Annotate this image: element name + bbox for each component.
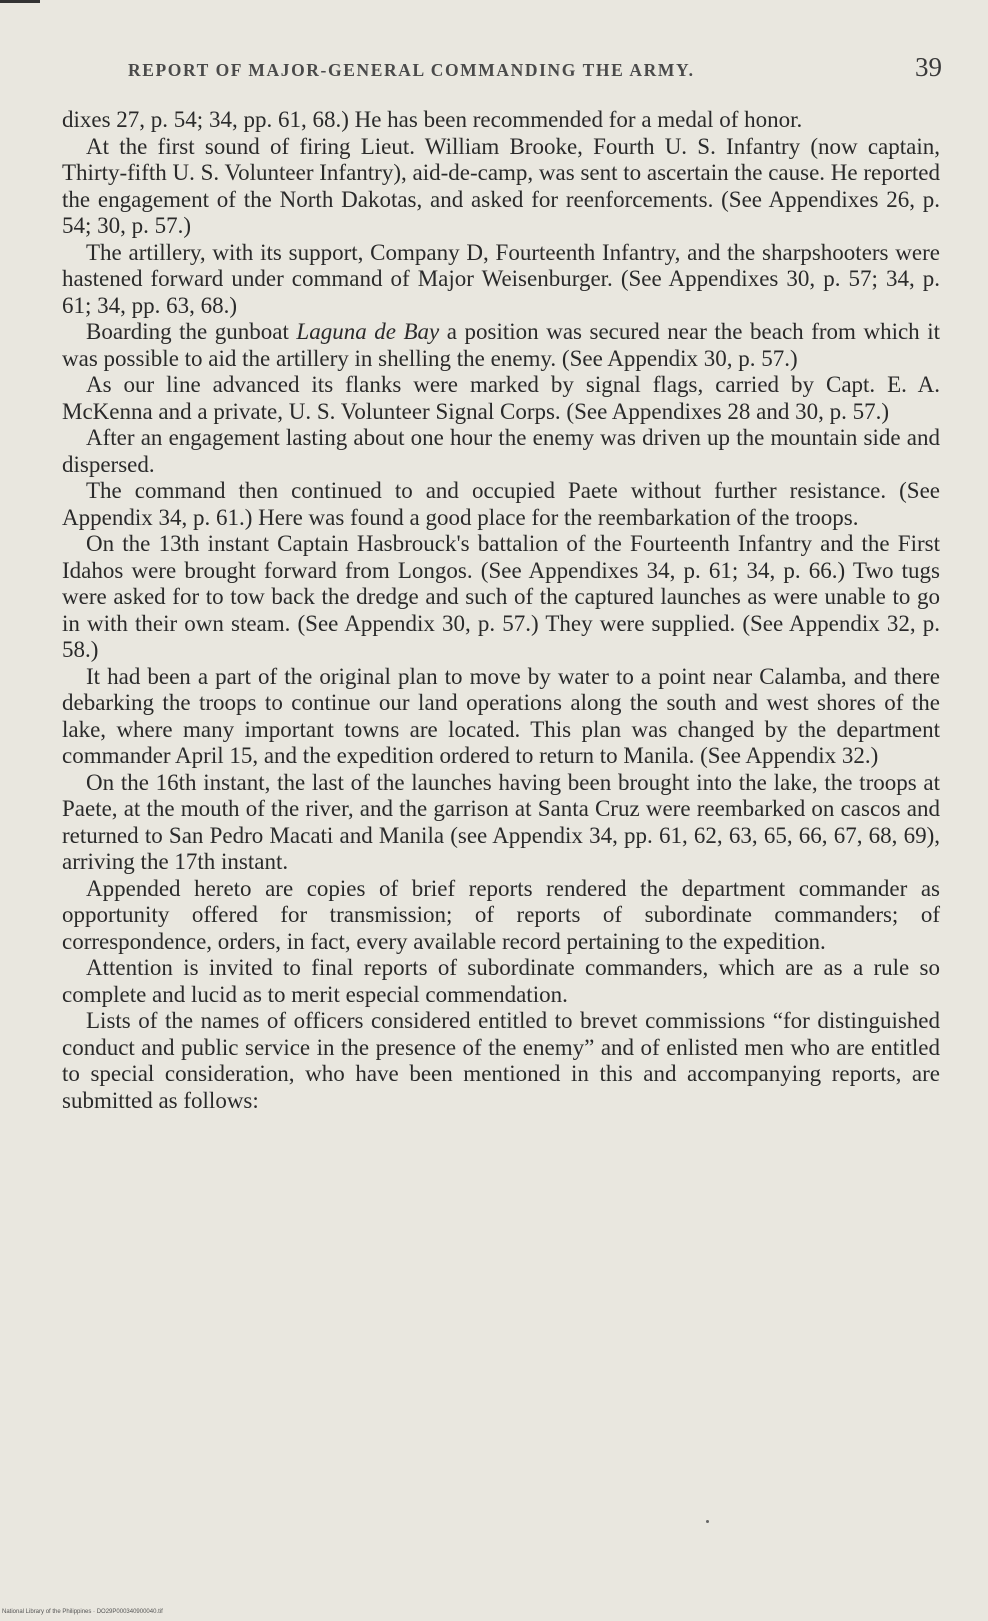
paragraph-9: It had been a part of the original plan to move by water to a point near Calamba, and there debarking the troops to continue our land operations along the south and west shores of the lake, where many important towns are located. This plan was changed by the department commander April 15, and the expedition ordered to return to Manila. (See Appendix 32.): [62, 663, 940, 768]
paragraph-8: On the 13th instant Captain Hasbrouck's battalion of the Fourteenth Infantry and the First Idahos were brought forward from Longos. (See Appendixes 34, p. 61; 34, p. 66.) Two tugs were asked for to tow back the dredge and such of the captured launches as were unable to go in with their own steam. (See Appendix 30, p. 57.) They were supplied. (See Appendix 32, p. 58.): [62, 531, 940, 662]
paragraph-2: At the first sound of firing Lieut. William Brooke, Fourth U. S. Infantry (now captain, Thirty-fifth U. S. Volunteer Infantry), aid-de-camp, was sent to ascertain the cause. He reported the engagement of the North Dakotas, and asked for reenforcements. (See Appendixes 26, p. 54; 30, p. 57.): [62, 133, 940, 238]
paragraph-6: After an engagement lasting about one hour the enemy was driven up the mountain side and dispersed.: [62, 425, 940, 477]
paragraph-4-rest: a position was secured near the beach from which it was possible to aid the artillery in shelling the enemy. (See Appendix 30, p. 57.): [62, 319, 940, 371]
page-header: [62, 52, 942, 92]
paragraph-3: The artillery, with its support, Company D, Fourteenth Infantry, and the sharpshooters were hastened forward under command of Major Weisenburger. (See Appendixes 30, p. 57; 34, p. 61; 34, pp. 63, 68.): [62, 239, 940, 318]
paragraph-1: dixes 27, p. 54; 34, pp. 61, 68.) He has been recommended for a medal of honor.: [62, 107, 803, 132]
paragraph-10: On the 16th instant, the last of the launches having been brought into the lake, the troops at Paete, at the mouth of the river, and the garrison at Santa Cruz were reembarked on cascos and returned to San Pedro Macati and Manila (see Appendix 34, pp. 61, 62, 63, 65, 66, 67, 68, 69), arriving the 17th instant.: [62, 769, 940, 874]
running-head: REPORT OF MAJOR-GENERAL COMMANDING THE ARMY.: [128, 60, 695, 80]
body-text: [62, 107, 940, 1114]
scan-corner-mark: [0, 0, 40, 3]
paragraph-11: Appended hereto are copies of brief reports rendered the department commander as opportunity offered for transmission; of reports of subordinate commanders; of correspondence, orders, in fact, every available record pertaining to the expedition.: [62, 875, 940, 954]
ink-speck: [706, 1520, 709, 1523]
paragraph-4-lead: Boarding the gunboat: [86, 319, 297, 344]
paragraph-5: As our line advanced its flanks were marked by signal flags, carried by Capt. E. A. McKenna and a private, U. S. Volunteer Signal Corps. (See Appendixes 28 and 30, p. 57.): [62, 372, 940, 424]
gunboat-name: Laguna de Bay: [296, 319, 440, 344]
scan-source-note: National Library of the Philippines · DO29P000340900040.tif: [2, 1609, 163, 1615]
paragraph-13: Lists of the names of officers considered entitled to brevet commissions “for distinguished conduct and public service in the presence of the enemy” and of enlisted men who are entitled to special consideration, who have been mentioned in this and accompanying reports, are submitted as follows:: [62, 1008, 940, 1113]
page-number: 39: [915, 52, 942, 82]
paragraph-7: The command then continued to and occupied Paete without further resistance. (See Appendix 34, p. 61.) Here was found a good place for the reembarkation of the troops.: [62, 478, 940, 530]
paragraph-4: [62, 319, 940, 372]
paragraph-12: Attention is invited to final reports of subordinate commanders, which are as a rule so complete and lucid as to merit especial commendation.: [62, 955, 940, 1007]
